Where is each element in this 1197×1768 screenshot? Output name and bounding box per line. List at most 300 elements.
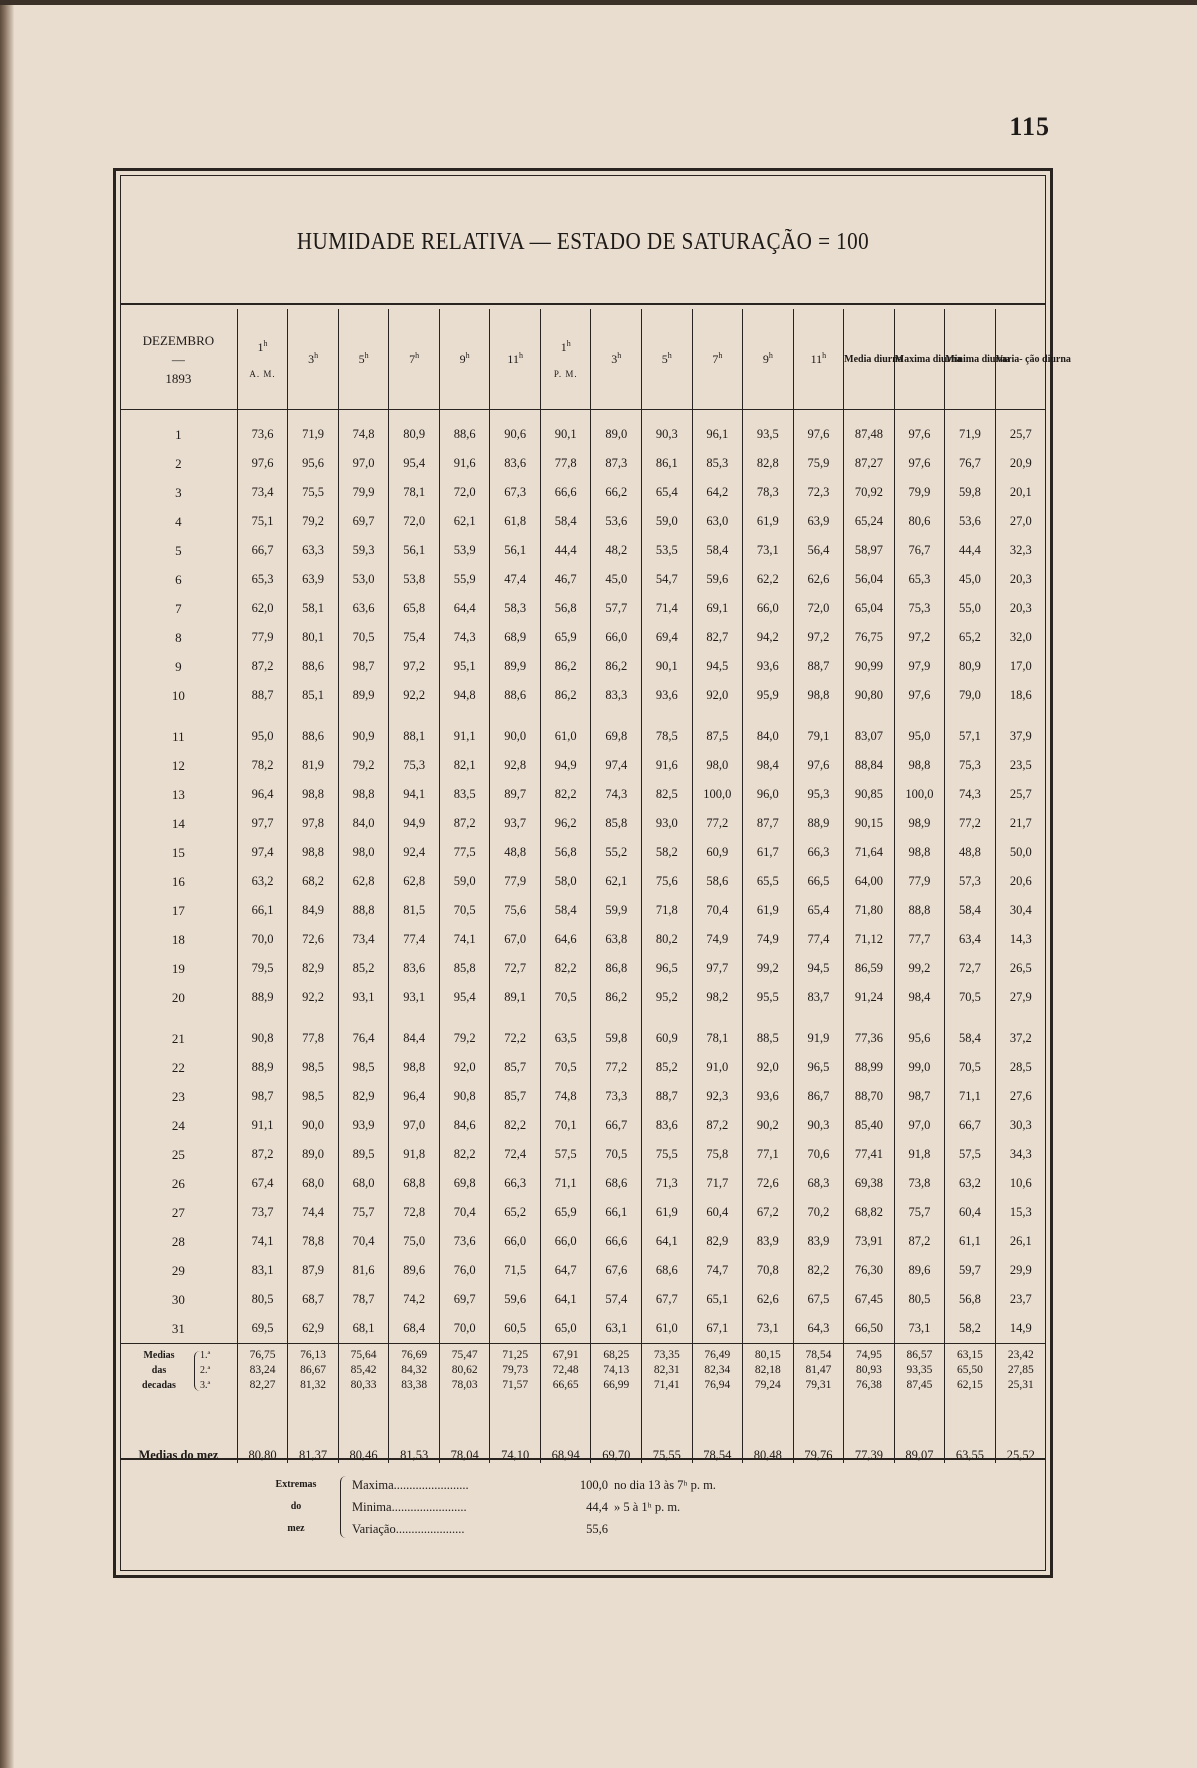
value-cell: 71,1: [945, 1082, 996, 1111]
value-cell: 37,2: [995, 1024, 1046, 1053]
table-row: [120, 681, 1046, 710]
month-mean-cell: 80,46: [338, 1397, 389, 1463]
day-cell: 15: [171, 844, 185, 860]
value-cell: 80,9: [389, 410, 440, 450]
value-cell: 20,6: [995, 867, 1046, 896]
month-means: [120, 1397, 1046, 1463]
value-cell: 95,0: [894, 722, 945, 751]
value-cell: 98,8: [793, 681, 844, 710]
value-cell: 64,2: [692, 478, 743, 507]
value-cell: 96,5: [793, 1053, 844, 1082]
month-mean-cell: 74,10: [490, 1397, 541, 1463]
value-cell: 70,6: [793, 1140, 844, 1169]
decade-gap: [120, 1012, 1046, 1024]
value-cell: 74,3: [591, 780, 642, 809]
value-cell: 76,30: [844, 1256, 895, 1285]
value-cell: 64,00: [844, 867, 895, 896]
value-cell: 64,6: [540, 925, 591, 954]
value-cell: 64,3: [793, 1314, 844, 1344]
day-cell: 23: [171, 1088, 185, 1104]
value-cell: 63,9: [793, 507, 844, 536]
value-cell: 75,7: [894, 1198, 945, 1227]
header-month: DEZEMBRO: [142, 332, 215, 348]
value-cell: 74,3: [439, 623, 490, 652]
value-cell: 95,3: [793, 780, 844, 809]
value-cell: 69,8: [591, 722, 642, 751]
value-cell: 64,1: [642, 1227, 693, 1256]
value-cell: 14,9: [995, 1314, 1046, 1344]
value-cell: 77,9: [894, 867, 945, 896]
value-cell: 67,7: [642, 1285, 693, 1314]
value-cell: 85,40: [844, 1111, 895, 1140]
value-cell: 66,0: [540, 1227, 591, 1256]
value-cell: 90,3: [642, 410, 693, 450]
value-cell: 67,0: [490, 925, 541, 954]
value-cell: 77,2: [692, 809, 743, 838]
value-cell: 73,3: [591, 1082, 642, 1111]
value-cell: 56,1: [389, 536, 440, 565]
header-row: [120, 309, 1046, 410]
value-cell: 50,0: [995, 838, 1046, 867]
value-cell: 80,2: [642, 925, 693, 954]
month-mean-cell: 25,52: [995, 1397, 1046, 1463]
day-cell: 20: [171, 989, 185, 1005]
value-cell: 76,7: [894, 536, 945, 565]
month-mean-cell: 89,07: [894, 1397, 945, 1463]
value-cell: 73,91: [844, 1227, 895, 1256]
table-row: [120, 1053, 1046, 1082]
value-cell: 76,7: [945, 449, 996, 478]
extreme-variacao: Variação...................... 55,6: [352, 1522, 608, 1536]
value-cell: 89,9: [490, 652, 541, 681]
value-cell: 97,6: [793, 410, 844, 450]
value-cell: 68,6: [591, 1169, 642, 1198]
value-cell: 77,5: [439, 838, 490, 867]
value-cell: 97,2: [389, 652, 440, 681]
value-cell: 65,5: [743, 867, 794, 896]
table-row: [120, 751, 1046, 780]
value-cell: 70,4: [692, 896, 743, 925]
value-cell: 97,0: [389, 1111, 440, 1140]
day-cell: 9: [175, 658, 182, 674]
day-cell: 28: [171, 1233, 185, 1249]
value-cell: 98,4: [894, 983, 945, 1012]
decade-mean-cell: 78,54 81,47 79,31: [793, 1344, 844, 1398]
value-cell: 93,1: [389, 983, 440, 1012]
value-cell: 75,3: [945, 751, 996, 780]
value-cell: 68,82: [844, 1198, 895, 1227]
value-cell: 98,4: [743, 751, 794, 780]
value-cell: 66,1: [591, 1198, 642, 1227]
page-number: 115: [1009, 112, 1050, 141]
day-cell: 8: [175, 629, 182, 645]
value-cell: 65,1: [692, 1285, 743, 1314]
table-row: [120, 1140, 1046, 1169]
value-cell: 79,5: [237, 954, 288, 983]
value-cell: 66,7: [237, 536, 288, 565]
value-cell: 55,0: [945, 594, 996, 623]
header-hour: 3$^h$: [591, 309, 642, 410]
value-cell: 47,4: [490, 565, 541, 594]
value-cell: 58,2: [945, 1314, 996, 1344]
header-hour: 9$^h$: [743, 309, 794, 410]
value-cell: 68,2: [288, 867, 339, 896]
value-cell: 75,9: [793, 449, 844, 478]
value-cell: 71,9: [945, 410, 996, 450]
value-cell: 90,8: [237, 1024, 288, 1053]
value-cell: 62,6: [743, 1285, 794, 1314]
value-cell: 60,5: [490, 1314, 541, 1344]
header-hour: 1$^h$ A. M.: [237, 309, 288, 410]
table-row: [120, 1082, 1046, 1111]
value-cell: 83,6: [490, 449, 541, 478]
value-cell: 87,2: [692, 1111, 743, 1140]
table-row: [120, 652, 1046, 681]
value-cell: 74,9: [743, 925, 794, 954]
value-cell: 86,2: [591, 652, 642, 681]
value-cell: 66,0: [743, 594, 794, 623]
value-cell: 88,5: [743, 1024, 794, 1053]
day-cell: 10: [171, 687, 185, 703]
value-cell: 83,9: [743, 1227, 794, 1256]
value-cell: 68,0: [288, 1169, 339, 1198]
value-cell: 61,1: [945, 1227, 996, 1256]
value-cell: 95,9: [743, 681, 794, 710]
value-cell: 100,0: [894, 780, 945, 809]
value-cell: 70,5: [540, 983, 591, 1012]
value-cell: 83,9: [793, 1227, 844, 1256]
value-cell: 65,0: [540, 1314, 591, 1344]
value-cell: 71,9: [288, 410, 339, 450]
value-cell: 70,5: [540, 1053, 591, 1082]
month-mean-cell: 78,04: [439, 1397, 490, 1463]
table-row: [120, 478, 1046, 507]
value-cell: 97,6: [793, 751, 844, 780]
value-cell: 73,1: [743, 1314, 794, 1344]
value-cell: 67,3: [490, 478, 541, 507]
table-row: [120, 1256, 1046, 1285]
value-cell: 93,1: [338, 983, 389, 1012]
value-cell: 66,6: [591, 1227, 642, 1256]
decade-mean-cell: 74,95 80,93 76,38: [844, 1344, 895, 1398]
value-cell: 73,1: [894, 1314, 945, 1344]
value-cell: 82,2: [490, 1111, 541, 1140]
day-cell: 30: [171, 1291, 185, 1307]
value-cell: 78,5: [642, 722, 693, 751]
value-cell: 66,0: [591, 623, 642, 652]
value-cell: 65,24: [844, 507, 895, 536]
value-cell: 93,6: [743, 652, 794, 681]
value-cell: 97,9: [894, 652, 945, 681]
value-cell: 20,1: [995, 478, 1046, 507]
value-cell: 70,0: [439, 1314, 490, 1344]
value-cell: 73,8: [894, 1169, 945, 1198]
value-cell: 76,75: [844, 623, 895, 652]
value-cell: 99,2: [894, 954, 945, 983]
day-cell: 5: [175, 542, 182, 558]
value-cell: 98,2: [692, 983, 743, 1012]
value-cell: 72,0: [793, 594, 844, 623]
value-cell: 98,5: [288, 1053, 339, 1082]
month-means-row: [120, 1397, 1046, 1463]
value-cell: 74,4: [288, 1198, 339, 1227]
value-cell: 71,8: [642, 896, 693, 925]
value-cell: 76,0: [439, 1256, 490, 1285]
value-cell: 30,3: [995, 1111, 1046, 1140]
value-cell: 60,9: [692, 838, 743, 867]
value-cell: 94,5: [793, 954, 844, 983]
value-cell: 87,3: [591, 449, 642, 478]
value-cell: 45,0: [591, 565, 642, 594]
value-cell: 60,4: [945, 1198, 996, 1227]
value-cell: 73,7: [237, 1198, 288, 1227]
value-cell: 82,8: [743, 449, 794, 478]
table-row: [120, 410, 1046, 450]
value-cell: 78,8: [288, 1227, 339, 1256]
decade-mean-cell: 86,57 93,35 87,45: [894, 1344, 945, 1398]
value-cell: 92,0: [692, 681, 743, 710]
value-cell: 69,1: [692, 594, 743, 623]
value-cell: 66,6: [540, 478, 591, 507]
value-cell: 84,0: [743, 722, 794, 751]
month-mean-cell: 63,55: [945, 1397, 996, 1463]
value-cell: 95,4: [389, 449, 440, 478]
value-cell: 90,15: [844, 809, 895, 838]
value-cell: 88,7: [793, 652, 844, 681]
month-mean-cell: 80,80: [237, 1397, 288, 1463]
value-cell: 90,3: [793, 1111, 844, 1140]
value-cell: 70,5: [439, 896, 490, 925]
month-mean-cell: 68,94: [540, 1397, 591, 1463]
value-cell: 99,2: [743, 954, 794, 983]
value-cell: 87,27: [844, 449, 895, 478]
value-cell: 62,8: [389, 867, 440, 896]
value-cell: 88,70: [844, 1082, 895, 1111]
value-cell: 48,2: [591, 536, 642, 565]
value-cell: 70,8: [743, 1256, 794, 1285]
header-variacao-diurna: Varia- ção diurna: [995, 309, 1046, 410]
header-hour: 5$^h$: [642, 309, 693, 410]
value-cell: 72,8: [389, 1198, 440, 1227]
value-cell: 87,2: [237, 652, 288, 681]
value-cell: 95,5: [743, 983, 794, 1012]
value-cell: 86,2: [540, 681, 591, 710]
value-cell: 63,8: [591, 925, 642, 954]
value-cell: 88,1: [389, 722, 440, 751]
value-cell: 98,5: [338, 1053, 389, 1082]
value-cell: 59,6: [692, 565, 743, 594]
value-cell: 77,9: [237, 623, 288, 652]
value-cell: 56,04: [844, 565, 895, 594]
value-cell: 75,3: [389, 751, 440, 780]
value-cell: 58,4: [540, 896, 591, 925]
value-cell: 90,0: [490, 722, 541, 751]
page-top-edge: [0, 0, 1197, 5]
decade-mean-cell: 75,47 80,62 78,03: [439, 1344, 490, 1398]
header-hour: 9$^h$: [439, 309, 490, 410]
value-cell: 98,0: [692, 751, 743, 780]
value-cell: 63,9: [288, 565, 339, 594]
value-cell: 97,8: [288, 809, 339, 838]
value-cell: 62,8: [338, 867, 389, 896]
value-cell: 59,0: [439, 867, 490, 896]
value-cell: 92,4: [389, 838, 440, 867]
value-cell: 60,9: [642, 1024, 693, 1053]
day-cell: 27: [171, 1204, 185, 1220]
value-cell: 88,6: [288, 722, 339, 751]
day-cell: 16: [171, 873, 185, 889]
value-cell: 63,6: [338, 594, 389, 623]
value-cell: 70,1: [540, 1111, 591, 1140]
value-cell: 94,9: [389, 809, 440, 838]
value-cell: 88,7: [642, 1082, 693, 1111]
value-cell: 56,8: [540, 838, 591, 867]
value-cell: 90,99: [844, 652, 895, 681]
value-cell: 93,6: [642, 681, 693, 710]
table-row: [120, 623, 1046, 652]
value-cell: 72,3: [793, 478, 844, 507]
value-cell: 72,6: [743, 1169, 794, 1198]
value-cell: 95,6: [288, 449, 339, 478]
header-pm: P. M.: [553, 369, 578, 379]
value-cell: 98,0: [338, 838, 389, 867]
value-cell: 61,8: [490, 507, 541, 536]
value-cell: 61,9: [743, 507, 794, 536]
table-row: [120, 1198, 1046, 1227]
value-cell: 79,1: [793, 722, 844, 751]
value-cell: 75,1: [237, 507, 288, 536]
value-cell: 72,2: [490, 1024, 541, 1053]
day-cell: 17: [171, 902, 185, 918]
value-cell: 66,7: [591, 1111, 642, 1140]
value-cell: 92,0: [743, 1053, 794, 1082]
value-cell: 95,6: [894, 1024, 945, 1053]
value-cell: 59,8: [945, 478, 996, 507]
value-cell: 94,8: [439, 681, 490, 710]
table-row: [120, 449, 1046, 478]
value-cell: 74,9: [692, 925, 743, 954]
table-row: [120, 954, 1046, 983]
value-cell: 81,6: [338, 1256, 389, 1285]
value-cell: 97,6: [894, 449, 945, 478]
day-cell: 1: [175, 426, 182, 442]
value-cell: 70,92: [844, 478, 895, 507]
value-cell: 71,80: [844, 896, 895, 925]
value-cell: 89,5: [338, 1140, 389, 1169]
value-cell: 66,5: [793, 867, 844, 896]
value-cell: 78,1: [389, 478, 440, 507]
decade-mean-cell: 76,69 84,32 83,38: [389, 1344, 440, 1398]
value-cell: 91,8: [894, 1140, 945, 1169]
value-cell: 92,0: [439, 1053, 490, 1082]
header-hour: 11$^h$: [490, 309, 541, 410]
value-cell: 58,6: [692, 867, 743, 896]
day-cell: 31: [171, 1320, 185, 1336]
day-cell: 14: [171, 815, 185, 831]
value-cell: 82,2: [793, 1256, 844, 1285]
decade-mean-cell: 71,25 79,73 71,57: [490, 1344, 541, 1398]
value-cell: 53,0: [338, 565, 389, 594]
value-cell: 87,2: [894, 1227, 945, 1256]
value-cell: 88,8: [894, 896, 945, 925]
value-cell: 83,6: [389, 954, 440, 983]
decade-mean-cell: 76,75 83,24 82,27: [237, 1344, 288, 1398]
value-cell: 59,9: [591, 896, 642, 925]
value-cell: 72,4: [490, 1140, 541, 1169]
value-cell: 82,2: [540, 954, 591, 983]
table-row: [120, 594, 1046, 623]
value-cell: 96,5: [642, 954, 693, 983]
value-cell: 88,9: [237, 1053, 288, 1082]
value-cell: 72,0: [439, 478, 490, 507]
value-cell: 53,6: [591, 507, 642, 536]
value-cell: 92,3: [692, 1082, 743, 1111]
header-hour: 7$^h$: [389, 309, 440, 410]
value-cell: 90,85: [844, 780, 895, 809]
table-row: [120, 838, 1046, 867]
value-cell: 57,5: [945, 1140, 996, 1169]
value-cell: 58,4: [692, 536, 743, 565]
value-cell: 59,3: [338, 536, 389, 565]
header-maxima-diurna: Maxima diurna: [894, 309, 945, 410]
value-cell: 44,4: [945, 536, 996, 565]
value-cell: 63,1: [591, 1314, 642, 1344]
value-cell: 88,99: [844, 1053, 895, 1082]
value-cell: 94,5: [692, 652, 743, 681]
value-cell: 94,9: [540, 751, 591, 780]
value-cell: 66,3: [793, 838, 844, 867]
value-cell: 58,4: [945, 1024, 996, 1053]
value-cell: 73,1: [743, 536, 794, 565]
day-cell: 24: [171, 1117, 185, 1133]
value-cell: 86,8: [591, 954, 642, 983]
header-media-diurna: Media diurna: [844, 309, 895, 410]
table-frame: [113, 168, 1071, 1578]
value-cell: 59,7: [945, 1256, 996, 1285]
value-cell: 84,0: [338, 809, 389, 838]
value-cell: 82,9: [338, 1082, 389, 1111]
value-cell: 93,5: [743, 410, 794, 450]
value-cell: 93,7: [490, 809, 541, 838]
value-cell: 85,7: [490, 1082, 541, 1111]
month-mean-cell: 81,53: [389, 1397, 440, 1463]
value-cell: 37,9: [995, 722, 1046, 751]
value-cell: 77,2: [945, 809, 996, 838]
value-cell: 65,4: [642, 478, 693, 507]
value-cell: 65,4: [793, 896, 844, 925]
value-cell: 64,7: [540, 1256, 591, 1285]
value-cell: 71,7: [692, 1169, 743, 1198]
value-cell: 63,3: [288, 536, 339, 565]
value-cell: 61,0: [540, 722, 591, 751]
value-cell: 86,2: [591, 983, 642, 1012]
value-cell: 91,9: [793, 1024, 844, 1053]
value-cell: 91,24: [844, 983, 895, 1012]
value-cell: 69,38: [844, 1169, 895, 1198]
value-cell: 83,1: [237, 1256, 288, 1285]
value-cell: 91,6: [642, 751, 693, 780]
value-cell: 25,7: [995, 780, 1046, 809]
decade-mean-cell: 23,42 27,85 25,31: [995, 1344, 1046, 1398]
value-cell: 23,5: [995, 751, 1046, 780]
month-mean-cell: 79,76: [793, 1397, 844, 1463]
month-mean-cell: 80,48: [743, 1397, 794, 1463]
header-hour: 5$^h$: [338, 309, 389, 410]
value-cell: 18,6: [995, 681, 1046, 710]
value-cell: 68,6: [642, 1256, 693, 1285]
value-cell: 28,5: [995, 1053, 1046, 1082]
value-cell: 82,9: [288, 954, 339, 983]
